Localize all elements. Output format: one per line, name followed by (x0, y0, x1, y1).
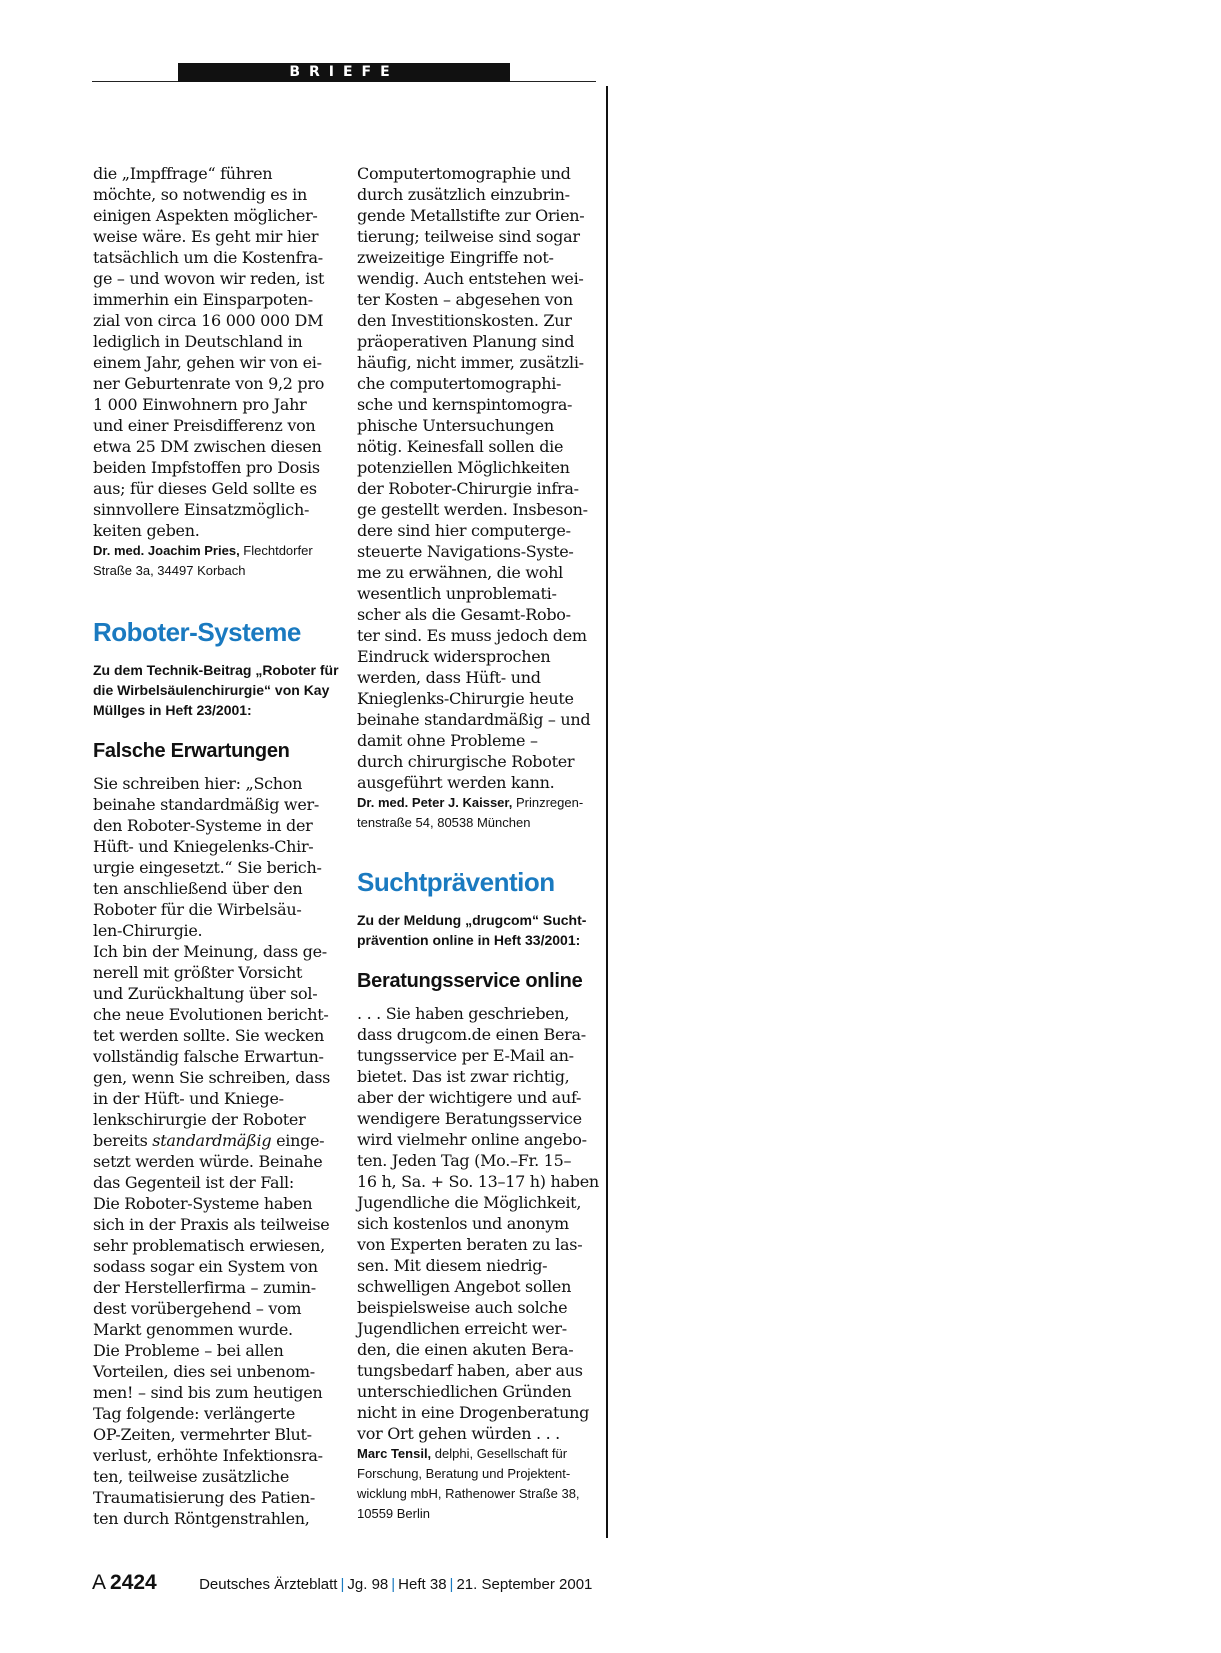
intro-line: Zu dem Technik-Beitrag „Roboter für (93, 662, 339, 678)
text-line: Ich bin der Meinung, dass ge- (93, 942, 327, 961)
letter-body (93, 773, 345, 1529)
text-line: ter sind. Es muss jedoch dem (357, 626, 587, 645)
intro-line: Müllges in Heft 23/2001: (93, 702, 252, 718)
column-left (93, 163, 345, 1529)
text-line: tet werden sollte. Sie wecken (93, 1026, 325, 1045)
signature-line: 10559 Berlin (357, 1506, 430, 1521)
article-reference (93, 660, 345, 720)
intro-line: prävention online in Heft 33/2001: (357, 932, 581, 948)
text-line: ter Kosten – abgesehen von (357, 290, 573, 309)
text-line: häufig, nicht immer, zusätzli- (357, 353, 584, 372)
page-number: 2424 (110, 1571, 157, 1594)
letter-title: Beratungsservice online (357, 970, 583, 992)
text-line: Traumatisierung des Patien- (93, 1488, 316, 1507)
text-line: ten anschließend über den (93, 879, 303, 898)
text-line: tungsbedarf haben, aber aus (357, 1361, 583, 1380)
text-line: damit ohne Probleme – (357, 731, 538, 750)
text-line: tatsächlich um die Kostenfra- (93, 248, 323, 267)
volume: Jg. 98 (347, 1576, 389, 1593)
emphasis: standardmäßig (152, 1131, 272, 1150)
text-line: Hüft- und Kniegelenks-Chir- (93, 837, 314, 856)
text-line: Knieglenks-Chirurgie heute (357, 689, 574, 708)
issue-date: 21. September 2001 (456, 1576, 593, 1593)
text-line: Markt genommen wurde. (93, 1320, 293, 1339)
text-line: der Roboter-Chirurgie infra- (357, 479, 579, 498)
text-line: dere sind hier computerge- (357, 521, 571, 540)
text-line: den Roboter-Systeme in der (93, 816, 313, 835)
text-line: den Investitionskosten. Zur (357, 311, 572, 330)
text-line: von Experten beraten zu las- (357, 1235, 583, 1254)
text-line: den, die einen akuten Bera- (357, 1340, 574, 1359)
text-line: gende Metallstifte zur Orien- (357, 206, 585, 225)
page-footer (92, 1571, 592, 1595)
text-line: gen, wenn Sie schreiben, dass (93, 1068, 331, 1087)
intro-line: die Wirbelsäulenchirurgie“ von Kay (93, 682, 330, 698)
text-line: nicht in eine Drogenberatung (357, 1403, 590, 1422)
text-line: präoperativen Planung sind (357, 332, 575, 351)
section-title: Suchtprävention (357, 867, 555, 897)
text-line: bietet. Das ist zwar richtig, (357, 1067, 570, 1086)
signature (357, 1444, 609, 1464)
issue: Heft 38 (398, 1576, 447, 1593)
text-line: ten durch Röntgenstrahlen, (93, 1509, 310, 1528)
text-line: wird vielmehr online angebo- (357, 1130, 587, 1149)
text-line: sich in der Praxis als teilweise (93, 1215, 330, 1234)
text-line: und Zurückhaltung über sol- (93, 984, 318, 1003)
text-line: che computertomographi- (357, 374, 562, 393)
text-line: sodass sogar ein System von (93, 1257, 318, 1276)
text-line: wendigere Beratungsservice (357, 1109, 582, 1128)
column-right (357, 163, 609, 1524)
text-line: wendig. Auch entstehen wei- (357, 269, 584, 288)
text-line: che neue Evolutionen bericht- (93, 1005, 329, 1024)
letter-body (357, 1003, 609, 1444)
text-line: . . . Sie haben geschrieben, (357, 1004, 570, 1023)
text-line: vollständig falsche Erwartun- (93, 1047, 324, 1066)
text-line: len-Chirurgie. (93, 921, 203, 940)
section-title: Roboter-Systeme (93, 617, 301, 647)
text-line: Sie schreiben hier: „Schon (93, 774, 303, 793)
text-line: zweizeitige Eingriffe not- (357, 248, 554, 267)
author-address: delphi, Gesellschaft für (431, 1446, 568, 1461)
author-name: Dr. med. Joachim Pries, (93, 543, 240, 558)
author-name: Dr. med. Peter J. Kaisser, (357, 795, 513, 810)
letter-title: Falsche Erwartungen (93, 740, 290, 762)
intro-line: Zu der Meldung „drugcom“ Sucht- (357, 912, 587, 928)
text-line: ten, teilweise zusätzliche (93, 1467, 290, 1486)
text-line: OP-Zeiten, vermehrter Blut- (93, 1425, 312, 1444)
text-line: 16 h, Sa. + So. 13–17 h) haben (357, 1172, 599, 1191)
text-line: das Gegenteil ist der Fall: (93, 1173, 294, 1192)
signature-line: wicklung mbH, Rathenower Straße 38, (357, 1486, 580, 1501)
text-line: durch chirurgische Roboter (357, 752, 575, 771)
text-line: Jugendlichen erreicht wer- (357, 1319, 567, 1338)
text-line: der Herstellerfirma – zumin- (93, 1278, 316, 1297)
text-line: Computertomographie und (357, 164, 571, 183)
text-line: men! – sind bis zum heutigen (93, 1383, 323, 1402)
journal-name: Deutsches Ärzteblatt (199, 1576, 338, 1593)
text-line: potenziellen Möglichkeiten (357, 458, 570, 477)
text-line: wesentlich unproblemati- (357, 584, 557, 603)
text-line: werden, dass Hüft- und (357, 668, 541, 687)
signature-line: tenstraße 54, 80538 München (357, 815, 531, 830)
text-line: ten. Jeden Tag (Mo.–Fr. 15– (357, 1151, 572, 1170)
text-line: durch zusätzlich einzubrin- (357, 185, 570, 204)
text-line: weise wäre. Es geht mir hier (93, 227, 319, 246)
text-line: beinahe standardmäßig – und (357, 710, 591, 729)
text-line: steuerte Navigations-Syste- (357, 542, 574, 561)
text-line (93, 1130, 345, 1151)
text-line: tierung; teilweise sind sogar (357, 227, 580, 246)
signature-line: Forschung, Beratung und Projektent- (357, 1466, 571, 1481)
text-line: me zu erwähnen, die wohl (357, 563, 563, 582)
text-line: Vorteilen, dies sei unbenom- (93, 1362, 315, 1381)
text-line: beiden Impfstoffen pro Dosis (93, 458, 320, 477)
text-line: aber der wichtigere und auf- (357, 1088, 582, 1107)
text-line: ge gestellt werden. Insbeson- (357, 500, 588, 519)
text-line: keiten geben. (93, 521, 200, 540)
text-line: schwelligen Angebot sollen (357, 1277, 572, 1296)
text-line: ausgeführt werden kann. (357, 773, 555, 792)
text-line: nötig. Keinesfall sollen die (357, 437, 564, 456)
letter-continuation (93, 163, 345, 541)
text-line: sinnvollere Einsatzmöglich- (93, 500, 310, 519)
text-line: lenkschirurgie der Roboter (93, 1110, 306, 1129)
signature-line: Straße 3a, 34497 Korbach (93, 563, 246, 578)
text-line: aus; für dieses Geld sollte es (93, 479, 317, 498)
text-line: beispielsweise auch solche (357, 1298, 568, 1317)
author-address: Prinzregen- (512, 795, 584, 810)
text-line: ner Geburtenrate von 9,2 pro (93, 374, 325, 393)
text-line: einigen Aspekten möglicher- (93, 206, 318, 225)
text-line: unterschiedlichen Gründen (357, 1382, 572, 1401)
text-line: Tag folgende: verlängerte (93, 1404, 296, 1423)
text-line: tungsservice per E-Mail an- (357, 1046, 574, 1065)
text-line: und einer Preisdifferenz von (93, 416, 316, 435)
text-line: sche und kernspintomogra- (357, 395, 573, 414)
text-line: sen. Mit diesem niedrig- (357, 1256, 548, 1275)
letter-continuation (357, 163, 609, 793)
text-line: beinahe standardmäßig wer- (93, 795, 319, 814)
page-prefix: A (92, 1571, 107, 1594)
text-line: dest vorübergehend – vom (93, 1299, 302, 1318)
article-reference (357, 910, 609, 950)
text-line: dass drugcom.de einen Bera- (357, 1025, 586, 1044)
text-line: sich kostenlos und anonym (357, 1214, 569, 1233)
separator: | (449, 1576, 454, 1593)
text-line: die „Impffrage“ führen (93, 164, 273, 183)
text-line: immerhin ein Einsparpoten- (93, 290, 313, 309)
text-line: möchte, so notwendig es in (93, 185, 307, 204)
text-line: vor Ort gehen würden . . . (357, 1424, 560, 1443)
text-line: zial von circa 16 000 000 DM (93, 311, 324, 330)
text-line: ge – und wovon wir reden, ist (93, 269, 325, 288)
text-line: phische Untersuchungen (357, 416, 554, 435)
signature (93, 541, 345, 561)
text-line: setzt werden würde. Beinahe (93, 1152, 323, 1171)
text-line: 1 000 Einwohnern pro Jahr (93, 395, 307, 414)
text-line: Eindruck widersprochen (357, 647, 551, 666)
text-line: Die Probleme – bei allen (93, 1341, 284, 1360)
text-line: Roboter für die Wirbelsäu- (93, 900, 302, 919)
text-line: verlust, erhöhte Infektionsra- (93, 1446, 323, 1465)
text-line: lediglich in Deutschland in (93, 332, 303, 351)
text-fragment: einge- (271, 1131, 325, 1150)
text-line: etwa 25 DM zwischen diesen (93, 437, 322, 456)
section-header: BRIEFE (178, 63, 510, 82)
text-line: sehr problematisch erwiesen, (93, 1236, 325, 1255)
text-line: nerell mit größter Vorsicht (93, 963, 303, 982)
text-fragment: bereits (93, 1131, 153, 1150)
separator: | (391, 1576, 396, 1593)
author-address: Flechtdorfer (239, 543, 313, 558)
signature (357, 793, 609, 813)
text-line: scher als die Gesamt-Robo- (357, 605, 571, 624)
author-name: Marc Tensil, (357, 1446, 432, 1461)
text-line: urgie eingesetzt.“ Sie berich- (93, 858, 322, 877)
text-line: Jugendliche die Möglichkeit, (357, 1193, 582, 1212)
text-line: in der Hüft- und Kniege- (93, 1089, 284, 1108)
text-line: Die Roboter-Systeme haben (93, 1194, 313, 1213)
text-line: einem Jahr, gehen wir von ei- (93, 353, 322, 372)
separator: | (340, 1576, 345, 1593)
